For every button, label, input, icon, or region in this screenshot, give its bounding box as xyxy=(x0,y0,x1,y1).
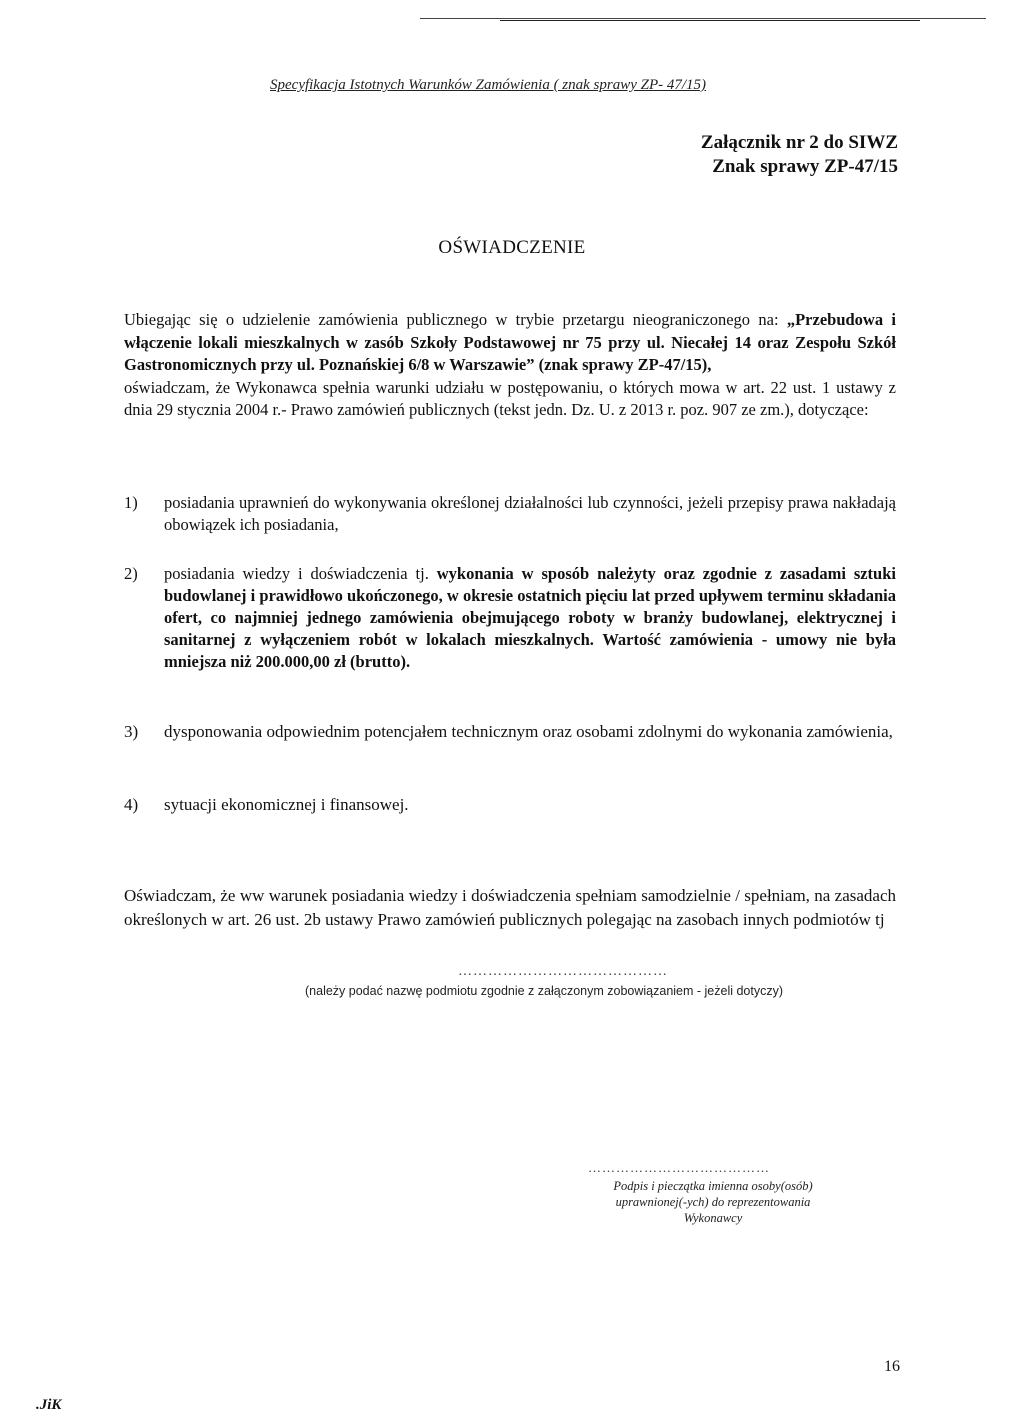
signature-fill-line: ………………………………… xyxy=(588,1160,770,1175)
signature-caption-line: Podpis i pieczątka imienna osoby(osób) xyxy=(613,1179,813,1193)
intro-lead: Ubiegając się o udzielenie zamówienia publicznego w trybie przetargu nieograniczonego na: xyxy=(124,310,787,329)
condition-item-2 xyxy=(124,563,896,673)
project-name: „Przebudowa i włączenie lokali mieszkalnych w zasób Szkoły Podstawowej nr 75 przy ul. Niecałej 14 oraz Zespołu Szkół Gastronomicznych przy ul. Poznańskiej 6/8 w Warszawie” (znak sprawy ZP-47/15), xyxy=(124,310,896,374)
condition-bold-text: wykonania w sposób należyty oraz zgodnie z zasadami sztuki budowlanej i prawidłowo ukończonego, w okresie ostatnich pięciu lat przed upływem terminu składania ofert, co najmniej jednego zamówienia obejmującego roboty w branży budowlanej, elektrycznej i sanitarnej z wyłączeniem robót w lokalach mieszkalnych. Wartość zamówienia - umowy nie była mniejsza niż 200.000,00 zł (brutto). xyxy=(164,564,896,671)
signature-caption xyxy=(578,1178,848,1226)
page-number: 16 xyxy=(884,1358,900,1375)
document-title: OŚWIADCZENIE xyxy=(438,237,586,258)
condition-number: 3) xyxy=(124,722,139,741)
condition-lead: posiadania wiedzy i doświadczenia tj. xyxy=(164,564,437,583)
entity-fill-line: …………………………………… xyxy=(458,964,668,979)
intro-paragraph xyxy=(124,309,896,422)
condition-item-4 xyxy=(124,793,896,817)
annex-number: Załącznik nr 2 do SIWZ xyxy=(700,132,898,153)
condition-text: sytuacji ekonomicznej i finansowej. xyxy=(164,795,409,814)
condition-number: 2) xyxy=(124,564,138,583)
running-header: Specyfikacja Istotnych Warunków Zamówienia ( znak sprawy ZP- 47/15) xyxy=(270,77,707,93)
condition-text: posiadania uprawnień do wykonywania określonej działalności lub czynności, jeżeli przepisy prawa nakładają obowiązek ich posiadania, xyxy=(164,493,896,534)
intro-statement: oświadczam, że Wykonawca spełnia warunki udziału w postępowaniu, o których mowa w art. 22 ust. 1 ustawy z dnia 29 stycznia 2004 r.- Prawo zamówień publicznych (tekst jedn. Dz. U. z 2013 r. poz. 907 ze zm.), dotyczące: xyxy=(124,377,896,419)
entity-note: (należy podać nazwę podmiotu zgodnie z załączonym zobowiązaniem - jeżeli dotyczy) xyxy=(305,984,784,998)
top-rule-secondary xyxy=(500,20,920,21)
condition-item-1 xyxy=(124,492,896,536)
annex-reference xyxy=(701,131,898,179)
signature-caption-line: uprawnionej(-ych) do reprezentowania xyxy=(615,1195,811,1209)
case-number: Znak sprawy ZP-47/15 xyxy=(712,156,898,177)
condition-text: dysponowania odpowiednim potencjałem technicznym oraz osobami zdolnymi do wykonania zamówienia, xyxy=(164,722,893,741)
top-rule xyxy=(420,18,986,19)
corner-mark: .JiK xyxy=(36,1397,62,1413)
condition-item-3 xyxy=(124,720,896,744)
declaration-paragraph: Oświadczam, że ww warunek posiadania wiedzy i doświadczenia spełniam samodzielnie / spełniam, na zasadach określonych w art. 26 ust. 2b ustawy Prawo zamówień publicznych polegając na zasobach innych podmiotów tj xyxy=(124,886,896,929)
condition-number: 1) xyxy=(124,493,138,512)
signature-caption-line: Wykonawcy xyxy=(683,1211,743,1225)
condition-number: 4) xyxy=(124,795,139,814)
